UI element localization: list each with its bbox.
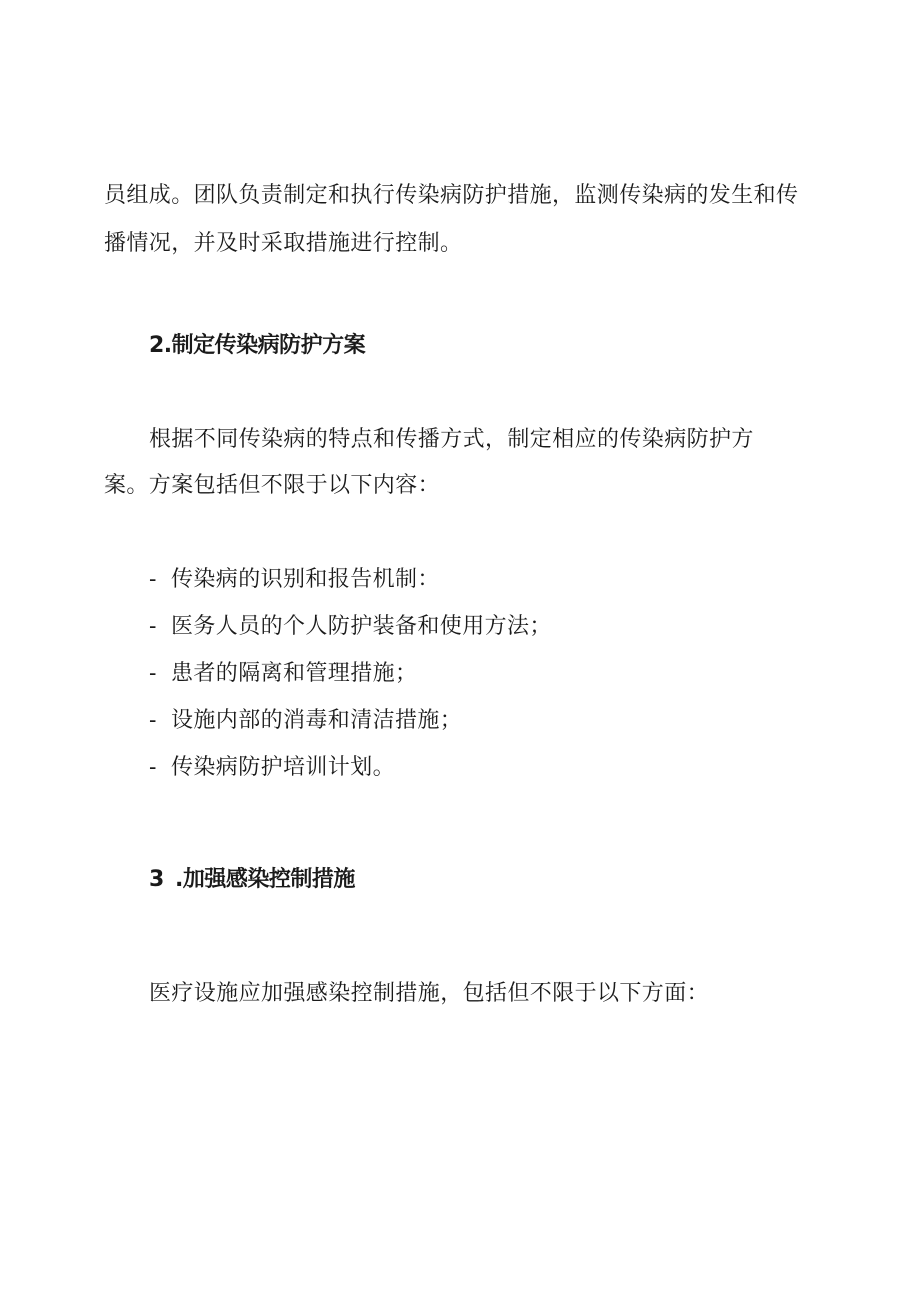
list-item: [149, 659, 417, 689]
section-2-paragraph-line-2: 案。方案包括但不限于以下内容：: [104, 473, 441, 498]
intro-paragraph-line-2: 播情况，并及时采取措施进行控制。: [104, 231, 463, 256]
list-item-text: 患者的隔离和管理措施；: [171, 661, 418, 686]
list-item-marker: -: [149, 755, 157, 780]
list-item: [149, 612, 552, 642]
section-3-number: 3: [149, 867, 164, 892]
list-item-marker: -: [149, 567, 157, 592]
section-2-paragraph-line-1: 根据不同传染病的特点和传播方式，制定相应的传染病防护方: [149, 427, 754, 452]
list-item: [149, 706, 462, 736]
section-3-title: .加强感染控制措施: [175, 867, 355, 892]
section-3-paragraph-line-1: 医疗设施应加强感染控制措施，包括但不限于以下方面：: [149, 981, 710, 1006]
list-item: [149, 565, 440, 595]
intro-paragraph-line-1: 员组成。团队负责制定和执行传染病防护措施，监测传染病的发生和传: [104, 183, 799, 208]
list-item-marker: -: [149, 614, 157, 639]
section-2-number: 2.: [149, 333, 172, 358]
list-item-text: 传染病防护培训计划。: [171, 755, 396, 780]
section-2-title: 制定传染病防护方案: [171, 333, 366, 358]
list-item-text: 设施内部的消毒和清洁措施；: [171, 708, 463, 733]
section-3-heading: [149, 865, 355, 895]
section-2-heading: [149, 331, 365, 361]
list-item: [149, 753, 395, 783]
list-item-text: 医务人员的个人防护装备和使用方法；: [171, 614, 552, 639]
list-item-marker: -: [149, 661, 157, 686]
list-item-marker: -: [149, 708, 157, 733]
list-item-text: 传染病的识别和报告机制：: [171, 567, 440, 592]
